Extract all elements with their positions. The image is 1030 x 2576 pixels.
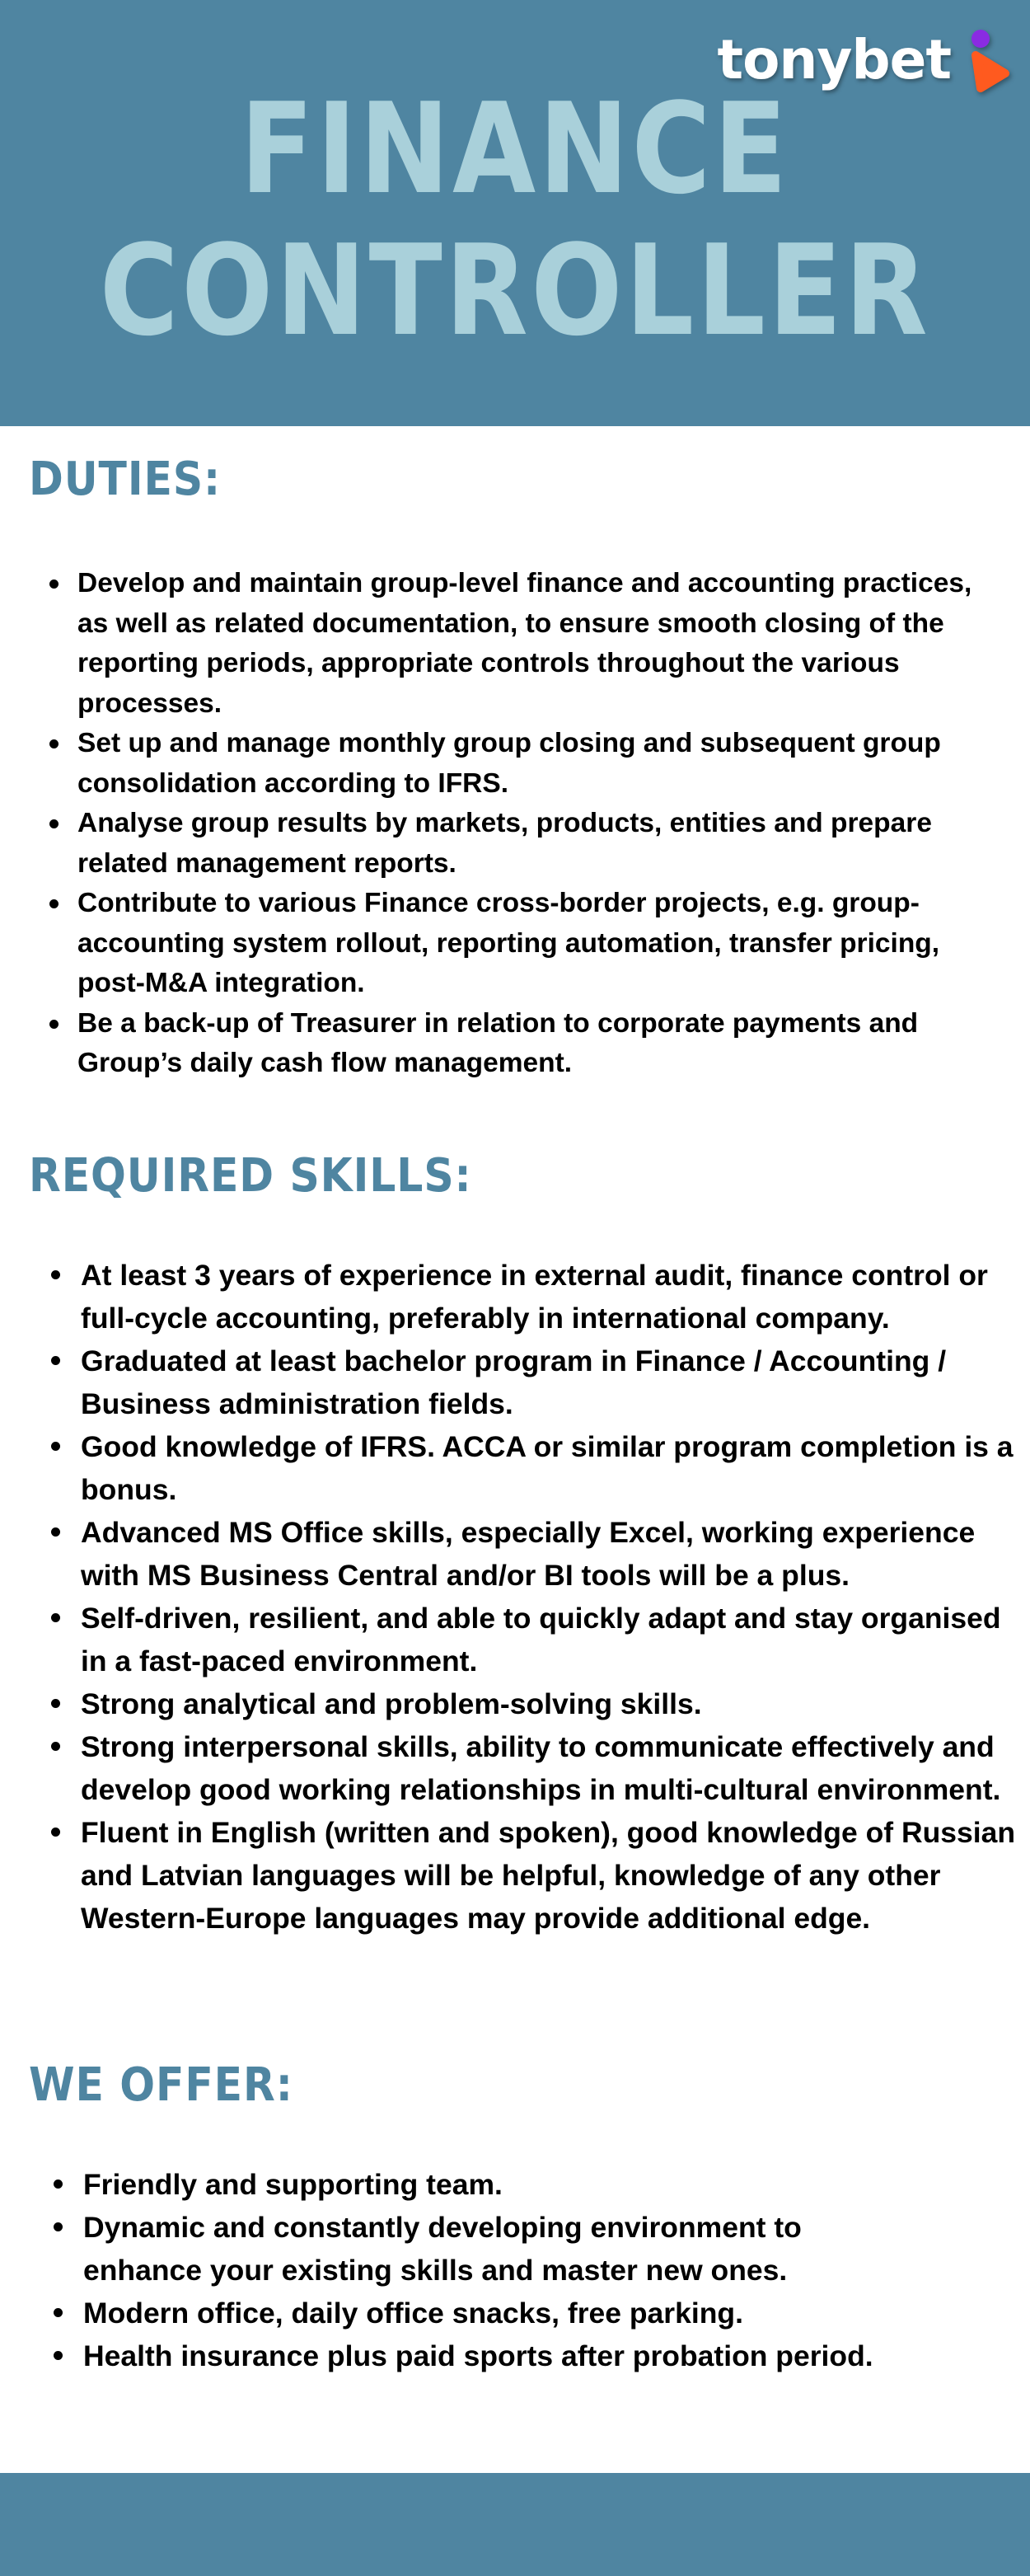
duties-list: [77, 564, 1000, 1084]
list-item: Modern office, daily office snacks, free parking.: [83, 2292, 874, 2334]
list-item: Health insurance plus paid sports after probation period.: [83, 2334, 874, 2377]
list-item: Friendly and supporting team.: [83, 2163, 874, 2206]
job-title-line-2: CONTROLLER: [99, 218, 931, 364]
list-item: Dynamic and constantly developing environment to enhance your existing skills and master new ones.: [83, 2206, 874, 2292]
we-offer-list: [83, 2163, 874, 2377]
duties-heading: DUTIES:: [29, 453, 222, 506]
required-skills-list: [81, 1254, 1028, 1940]
list-item: Strong interpersonal skills, ability to communicate effectively and develop good working relationships in multi-cultural environment.: [81, 1725, 1028, 1811]
footer-band: [0, 2473, 1030, 2576]
list-item: Strong analytical and problem-solving skills.: [81, 1682, 1028, 1725]
job-title: [73, 78, 958, 362]
logo-wordmark: tonybet: [717, 28, 951, 91]
list-item: Graduated at least bachelor program in Finance / Accounting / Business administration fields.: [81, 1340, 1028, 1425]
list-item: Fluent in English (written and spoken), good knowledge of Russian and Latvian languages will be helpful, knowledge of any other Western-Europe languages may provide additional edge.: [81, 1811, 1028, 1940]
job-title-line-1: FINANCE: [240, 76, 790, 222]
list-item: Advanced MS Office skills, especially Excel, working experience with MS Business Central and/or BI tools will be a plus.: [81, 1511, 1028, 1597]
list-item: Be a back-up of Treasurer in relation to corporate payments and Group’s daily cash flow management.: [77, 1004, 1000, 1084]
list-item: Good knowledge of IFRS. ACCA or similar program completion is a bonus.: [81, 1425, 1028, 1511]
list-item: Contribute to various Finance cross-border projects, e.g. group-accounting system rollout, reporting automation, transfer pricing, post-M&A integration.: [77, 884, 1000, 1004]
required-skills-heading: REQUIRED SKILLS:: [29, 1149, 472, 1203]
tonybet-logo-mark-icon: [966, 27, 1014, 93]
list-item: Develop and maintain group-level finance and accounting practices, as well as related documentation, to ensure smooth closing of the reporting periods, appropriate controls throughout the various processes.: [77, 564, 1000, 724]
list-item: Self-driven, resilient, and able to quickly adapt and stay organised in a fast-paced environment.: [81, 1597, 1028, 1682]
header-banner: [0, 0, 1030, 426]
list-item: At least 3 years of experience in external audit, finance control or full-cycle accounting, preferably in international company.: [81, 1254, 1028, 1340]
list-item: Set up and manage monthly group closing and subsequent group consolidation according to IFRS.: [77, 724, 1000, 804]
list-item: Analyse group results by markets, products, entities and prepare related management reports.: [77, 804, 1000, 884]
we-offer-heading: WE OFFER:: [29, 2058, 293, 2112]
